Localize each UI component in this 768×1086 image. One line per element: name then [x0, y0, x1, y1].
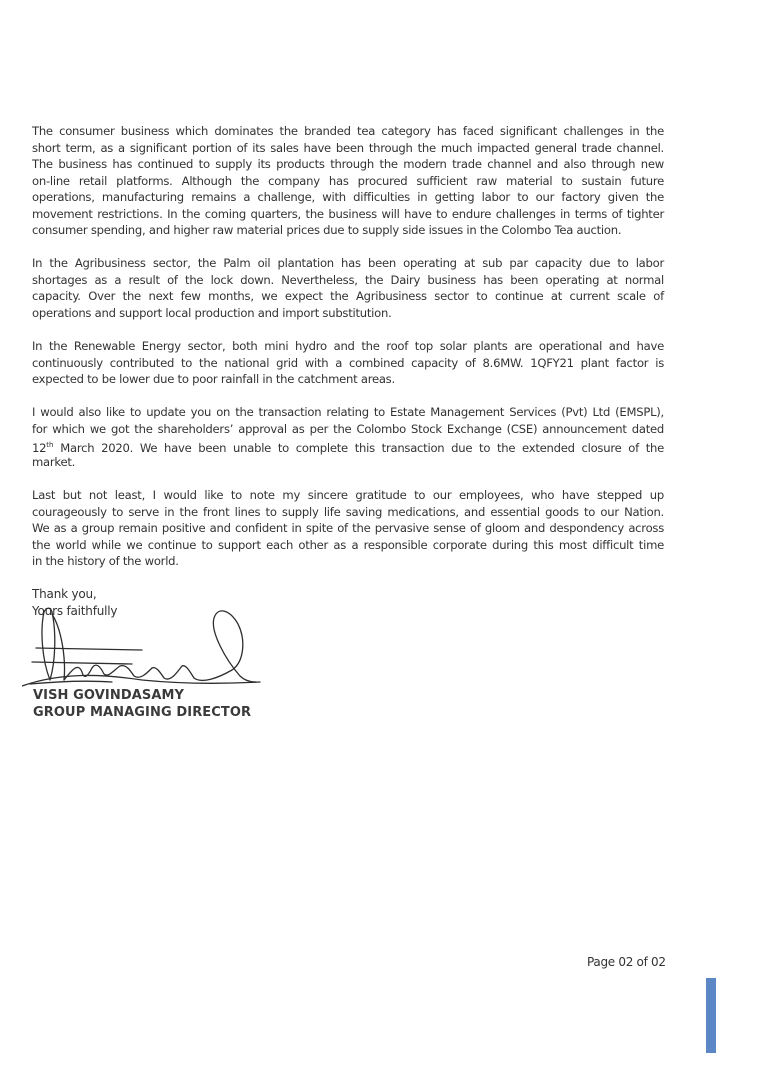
- page-number: Page 02 of 02: [587, 955, 666, 969]
- text-line: on-line retail platforms. Although the company has procured sufficient raw material to sustain future: [32, 173, 664, 188]
- text-line: capacity. Over the next few months, we expect the Agribusiness sector to continue at current scale of: [32, 289, 664, 304]
- handwritten-signature: [22, 600, 262, 692]
- text-line: in the history of the world.: [32, 554, 179, 569]
- paragraph-agribusiness: [32, 255, 664, 321]
- text-line: movement restrictions. In the coming quarters, the business will have to endure challenges in terms of tighter: [32, 206, 664, 221]
- text-line: consumer spending, and higher raw material prices due to supply side issues in the Colombo Tea auction.: [32, 223, 622, 238]
- text-line: short term, as a significant portion of its sales have been through the much impacted general trade channel.: [32, 140, 664, 155]
- text-line: the world while we continue to support each other as a responsible corporate during this most difficult time: [32, 537, 664, 552]
- text-line: operations, manufacturing remains a challenge, with difficulties in getting labor to our factory given the: [32, 190, 664, 205]
- footer-accent-bar: [706, 978, 716, 1053]
- text-line: continuously contributed to the national grid with a combined capacity of 8.6MW. 1QFY21 plant factor is: [32, 355, 664, 370]
- closing-valediction: Yours faithfully: [32, 603, 118, 618]
- text-line: I would also like to update you on the transaction relating to Estate Management Services (Pvt) Ltd (EMSPL),: [32, 405, 664, 420]
- signer-block: [33, 687, 251, 721]
- text-line: Last but not least, I would like to note my sincere gratitude to our employees, who have stepped up: [32, 488, 664, 503]
- text-line: shortages as a result of the lock down. Nevertheless, the Dairy business has been operating at normal: [32, 272, 664, 287]
- paragraph-gratitude: [32, 487, 664, 570]
- date-day: 12: [32, 441, 47, 456]
- text-line: In the Renewable Energy sector, both mini hydro and the roof top solar plants are operational and have: [32, 339, 664, 354]
- text-line-with-date: [32, 437, 664, 454]
- text-line: We as a group remain positive and confident in spite of the pervasive sense of gloom and despondency across: [32, 521, 664, 536]
- date-ordinal-suffix: th: [46, 441, 54, 450]
- text-line: courageously to serve in the front lines to supply life saving medications, and essential goods to our Nation.: [32, 504, 664, 519]
- signer-name: VISH GOVINDASAMY: [33, 688, 185, 703]
- paragraph-emspl-transaction: [32, 404, 664, 470]
- signer-title: GROUP MANAGING DIRECTOR: [33, 705, 252, 720]
- paragraph-consumer-business: [32, 123, 664, 239]
- text-line: for which we got the shareholders’ approval as per the Colombo Stock Exchange (CSE) announcement dated: [32, 421, 664, 436]
- closing-thanks: Thank you,: [32, 587, 97, 601]
- text-line: The business has continued to supply its products through the modern trade channel and also through new: [32, 157, 664, 172]
- letter-body: [32, 123, 664, 586]
- paragraph-renewable-energy: [32, 338, 664, 388]
- date-line-rest: March 2020. We have been unable to complete this transaction due to the extended closure of the: [53, 441, 664, 456]
- text-line: market.: [32, 454, 76, 469]
- text-line: In the Agribusiness sector, the Palm oil plantation has been operating at sub par capacity due to labor: [32, 256, 664, 271]
- text-line: The consumer business which dominates the branded tea category has faced significant challenges in the: [32, 124, 664, 138]
- text-line: expected to be lower due to poor rainfall in the catchment areas.: [32, 372, 395, 387]
- text-line: operations and support local production and import substitution.: [32, 306, 392, 321]
